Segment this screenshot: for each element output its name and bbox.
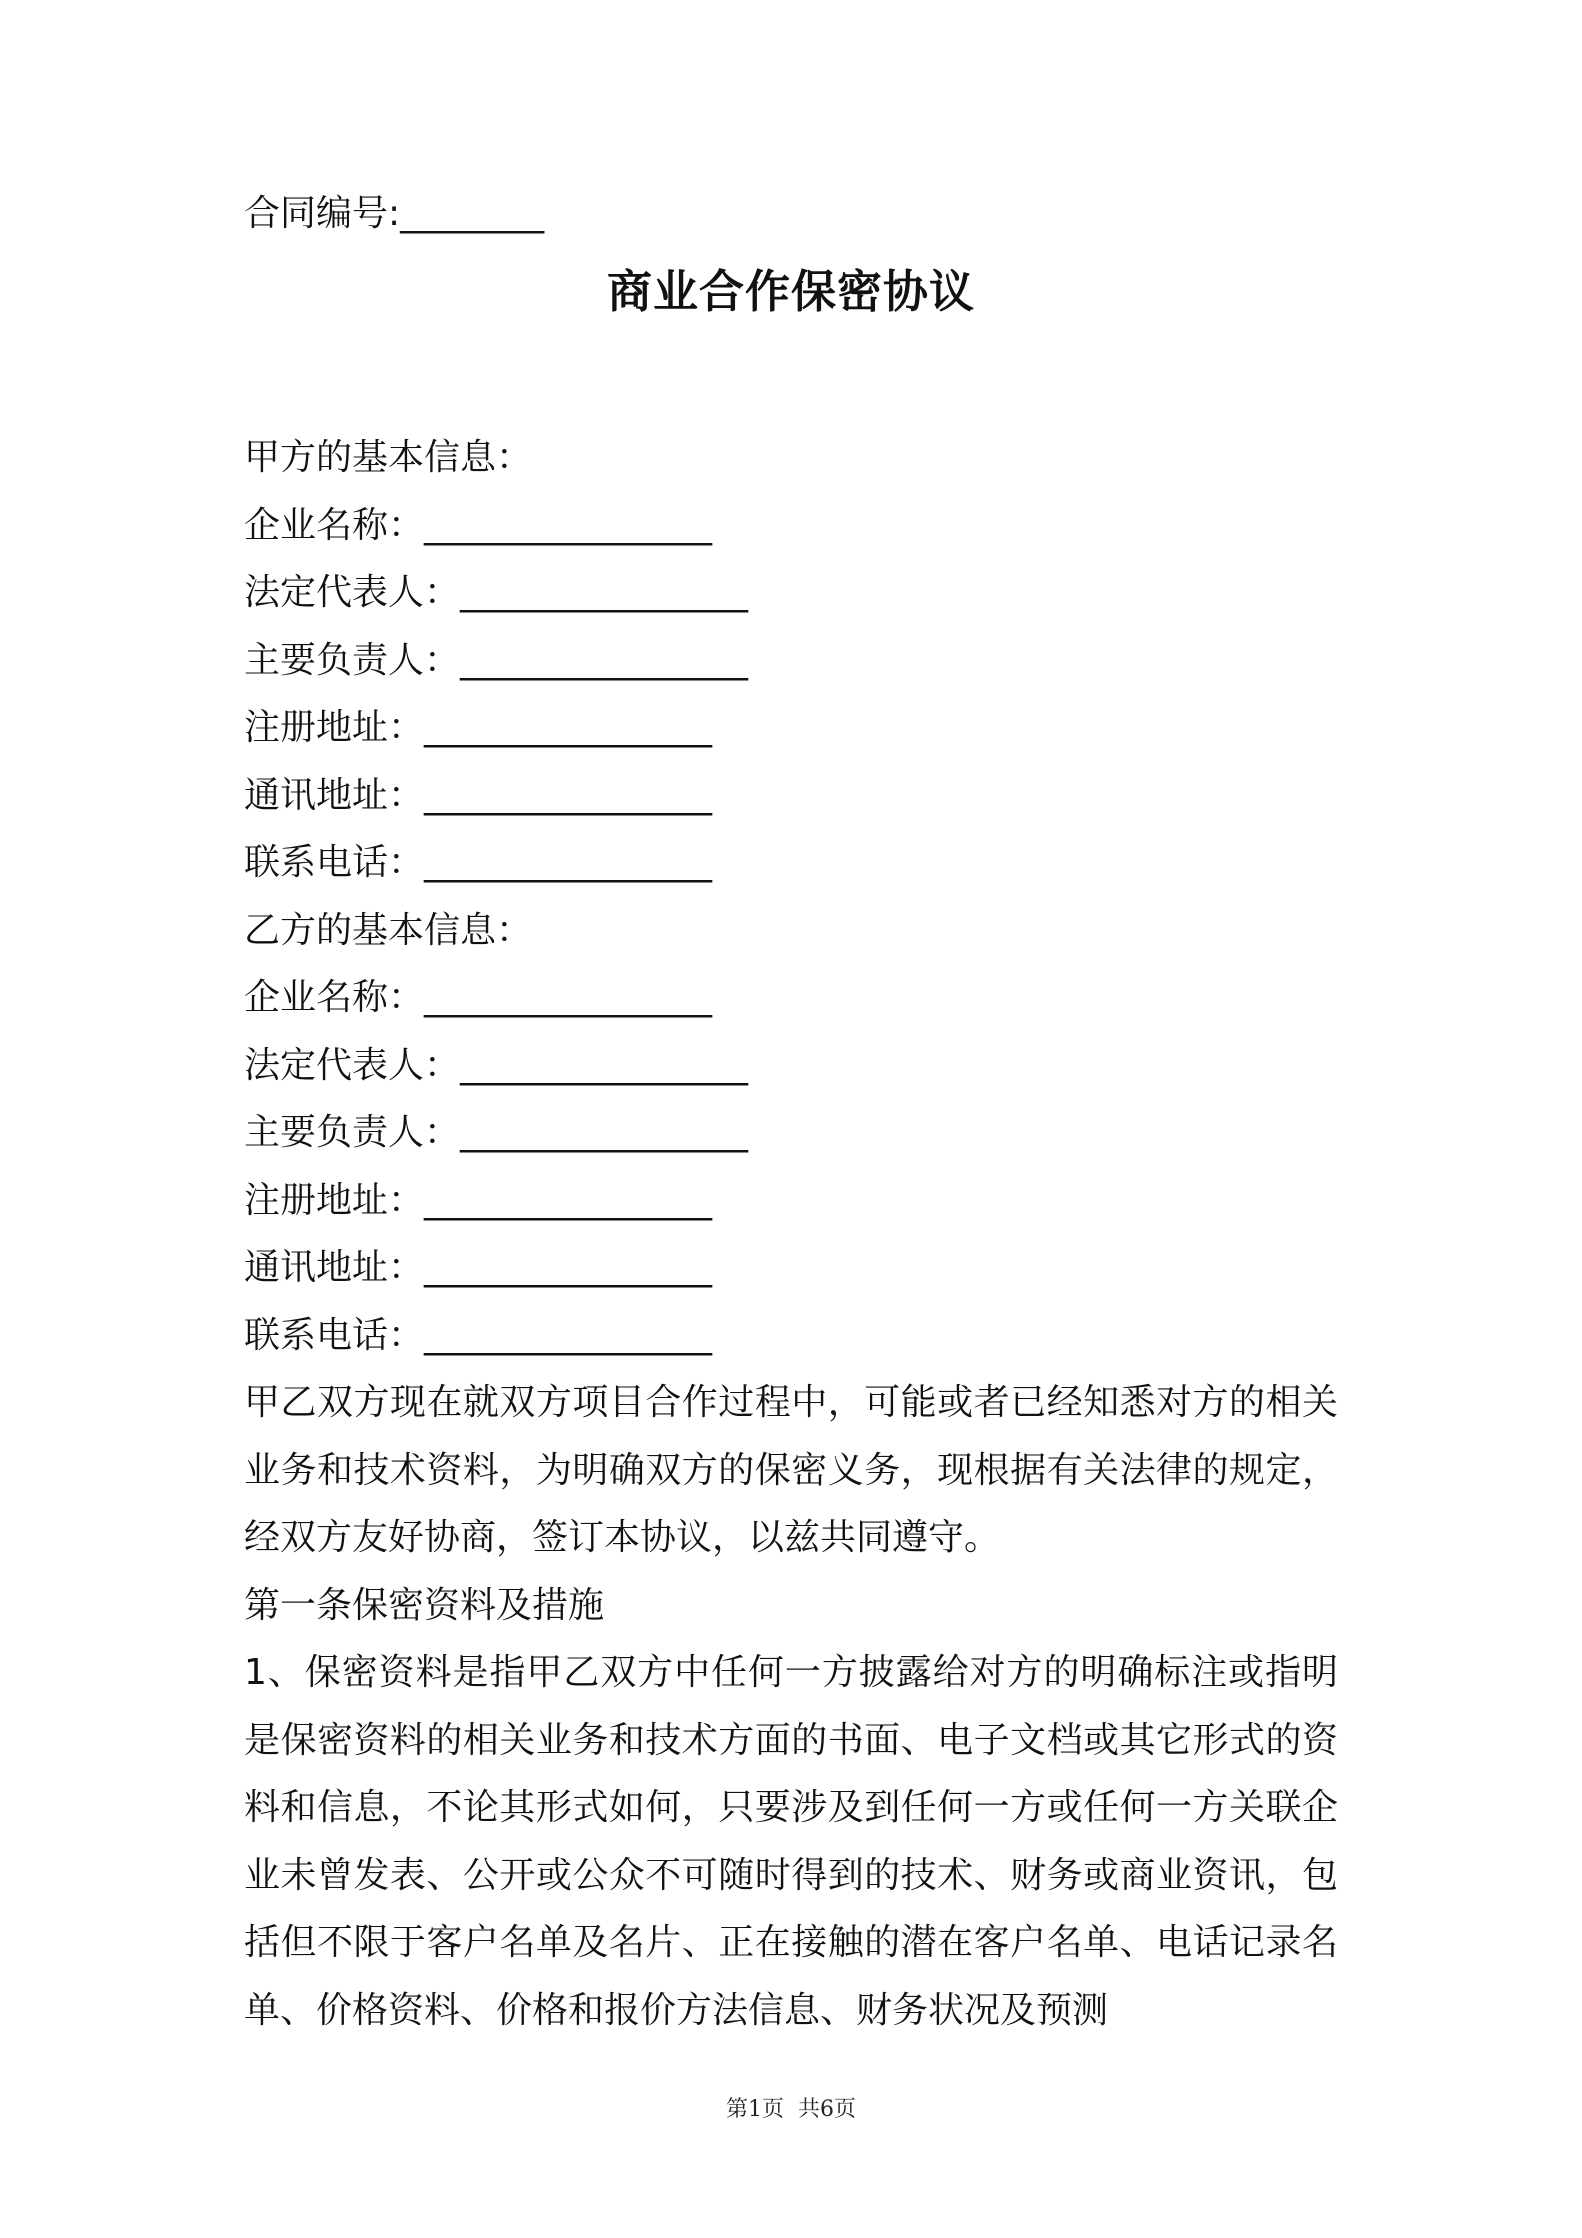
party-b-registered-address: 注册地址：________________ [244,1179,713,1221]
party-a-company-name: 企业名称：________________ [244,504,713,546]
article-1-heading: 第一条保密资料及措施 [244,1584,605,1626]
party-a-heading: 甲方的基本信息： [244,437,533,478]
party-b-principal: 主要负责人：________________ [244,1112,749,1153]
party-a-phone: 联系电话：________________ [244,842,713,883]
document-title: 商业合作保密协议 [606,265,975,318]
party-a-section [244,424,1338,897]
party-b-legal-representative: 法定代表人：________________ [244,1044,749,1086]
page-footer: 第1页 共6页 [726,2097,856,2122]
article-1-paragraph-1: 1、保密资料是指甲乙双方中任何一方披露给对方的明确标注或指明是保密资料的相关业务和技术方面的书面、电子文档或其它形式的资料和信息，不论其形式如何，只要涉及到任何一方或任何一方关联企业未曾发表、公开或公众不可随时得到的技术、财务或商业资讯，包括但不限于客户名单及名片、正在接触的潜在客户名单、电话记录名单、价格资料、价格和报价方法信息、财务状况及预测 [244,1652,1338,2031]
party-b-heading: 乙方的基本信息： [244,909,533,951]
party-b-phone: 联系电话：________________ [244,1314,713,1356]
party-a-registered-address: 注册地址：________________ [244,707,713,748]
preamble-paragraph: 甲乙双方现在就双方项目合作过程中，可能或者已经知悉对方的相关业务和技术资料，为明确双方的保密义务，现根据有关法律的规定，经双方友好协商，签订本协议，以兹共同遵守。 [244,1382,1338,1558]
document-body [244,190,1338,2044]
party-b-section [244,897,1338,1370]
party-b-mailing-address: 通讯地址：________________ [244,1247,713,1288]
contract-number-field: 合同编号:________ [244,193,545,234]
party-a-legal-representative: 法定代表人：________________ [244,572,749,613]
party-b-company-name: 企业名称：________________ [244,977,713,1018]
party-a-mailing-address: 通讯地址：________________ [244,774,713,816]
party-a-principal: 主要负责人：________________ [244,639,749,681]
